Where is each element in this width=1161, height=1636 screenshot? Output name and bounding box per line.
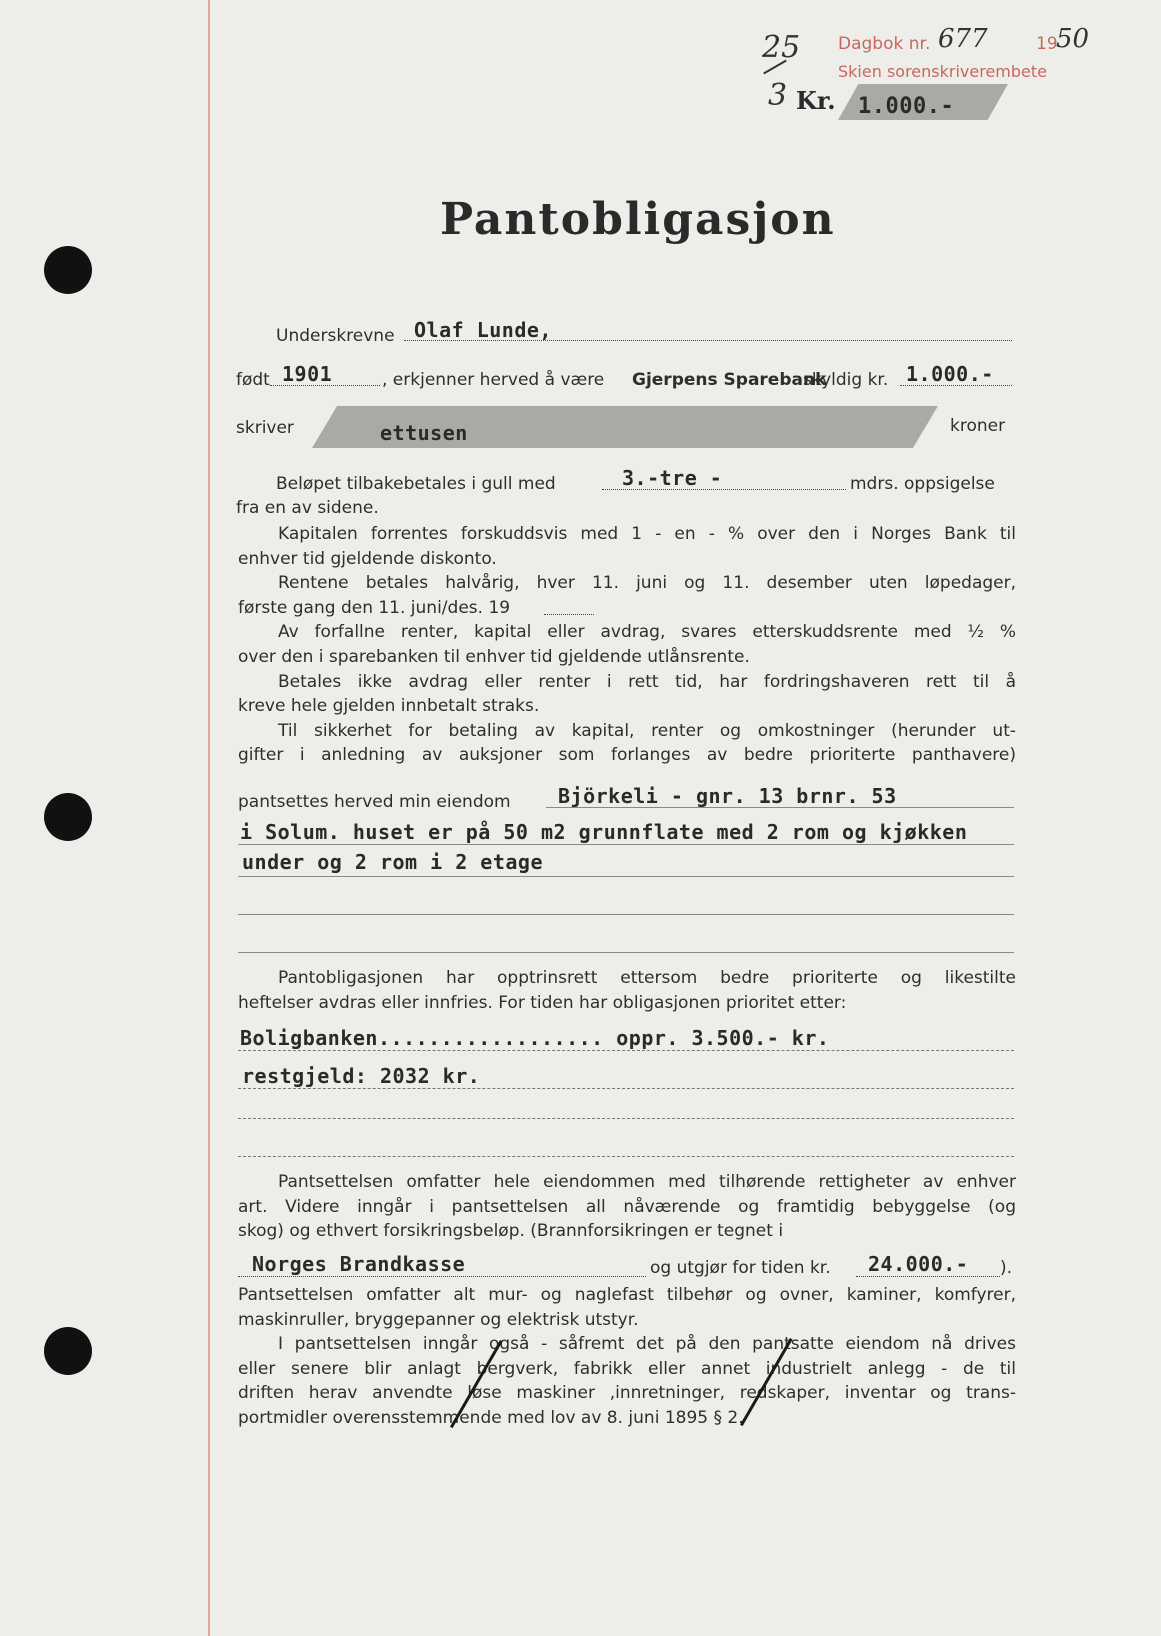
priority-rule1 xyxy=(238,1050,1014,1051)
payment-line1 xyxy=(238,571,1016,596)
property-rule3 xyxy=(238,876,1014,877)
overdue-line1-text: Av forfallne renter, kapital eller avdrag, svares etterskuddsrente med ½ % xyxy=(278,622,1016,643)
interest-line2: enhver tid gjeldende diskonto. xyxy=(238,548,497,569)
stamp-kr-label: Kr. xyxy=(796,86,836,115)
writes-label: skriver xyxy=(236,418,294,438)
punch-hole-bottom xyxy=(44,1327,92,1375)
born-label: født xyxy=(236,370,270,390)
security-line1 xyxy=(238,719,1016,744)
property-line2: i Solum. huset er på 50 m2 grunnflate med 2 rom og kjøkken xyxy=(240,820,968,844)
scope-line2: art. Videre inngår i pantsettelsen all nåværende og framtidig bebyggelse (og xyxy=(238,1196,1016,1217)
stamp-date-month: 3 xyxy=(768,78,788,113)
payment-year-dotline xyxy=(544,614,594,615)
punch-hole-top xyxy=(44,246,92,294)
insured-close-paren: ). xyxy=(1000,1258,1013,1278)
stamp-kr-amount: 1.000.- xyxy=(858,94,955,119)
industry-line3: driften herav anvendte løse maskiner ,innretninger, redskaper, inventar og trans- xyxy=(238,1383,1016,1404)
undersigned-dotline xyxy=(404,340,1012,341)
default-line1-text: Betales ikke avdrag eller renter i rett tid, har fordringshaveren rett til å xyxy=(278,671,1016,692)
interest-line1 xyxy=(238,522,1016,547)
stamp-dagbok-number: 677 xyxy=(938,24,988,54)
priority-entry1: Boligbanken.................. oppr. 3.500.- kr. xyxy=(240,1026,830,1050)
terms-block xyxy=(238,522,1016,768)
payment-line2: første gang den 11. juni/des. 19 xyxy=(238,597,511,618)
stamp-dagbok-label: Dagbok nr. xyxy=(838,34,931,54)
stamp-date-day: 25 xyxy=(762,30,801,65)
repay-line2: fra en av sidene. xyxy=(236,498,379,518)
scope-line1 xyxy=(238,1170,1016,1195)
industry-line4: portmidler overensstemmende med lov av 8. juni 1895 § 2. xyxy=(238,1407,744,1428)
fixtures-block xyxy=(238,1283,1016,1431)
undersigned-label: Underskrevne xyxy=(276,326,395,346)
owing-label: skyldig kr. xyxy=(803,370,889,390)
stamp-year-printed: 19 xyxy=(1036,34,1058,54)
property-line3: under og 2 rom i 2 etage xyxy=(242,850,543,874)
repay-months: 3.-tre - xyxy=(622,466,723,490)
insured-amount: 24.000.- xyxy=(868,1252,969,1276)
pledge-label: pantsettes herved min eiendom xyxy=(238,792,511,812)
priority-rule3 xyxy=(238,1118,1014,1119)
property-rule4 xyxy=(238,914,1014,915)
bank-name: Gjerpens Sparebank xyxy=(632,370,827,390)
repay-after: mdrs. oppsigelse xyxy=(850,474,995,494)
default-line1 xyxy=(238,670,1016,695)
overdue-line1 xyxy=(238,620,1016,645)
interest-line1-text: Kapitalen forrentes forskuddsvis med 1 - en - % over den i Norges Bank til xyxy=(278,524,1016,544)
security-line2: gifter i anledning av auksjoner som forlanges av bedre prioriterte panthavere) xyxy=(238,745,1016,766)
punch-hole-middle xyxy=(44,793,92,841)
repay-before: Beløpet tilbakebetales i gull med xyxy=(276,474,556,494)
stamp-year-hand: 50 xyxy=(1056,24,1090,54)
priority-rule2 xyxy=(238,1088,1014,1089)
red-margin-line xyxy=(208,0,210,1636)
priority-line1-text: Pantobligasjonen har opptrinsrett ettersom bedre prioriterte og likestilte xyxy=(278,968,1016,988)
overdue-line2: over den i sparebanken til enhver tid gjeldende utlånsrente. xyxy=(238,646,750,667)
security-line1-text: Til sikkerhet for betaling av kapital, renter og omkostninger (herunder ut- xyxy=(278,720,1016,741)
owing-dotline xyxy=(900,385,1012,386)
priority-line1 xyxy=(238,966,1016,991)
undersigned-name: Olaf Lunde, xyxy=(414,318,552,342)
priority-block xyxy=(238,966,1016,1015)
default-line2: kreve hele gjelden innbetalt straks. xyxy=(238,696,540,717)
industry-line2: eller senere blir anlagt bergverk, fabrikk eller annet industrielt anlegg - de til xyxy=(238,1358,1016,1379)
scope-line3: skog) og ethvert forsikringsbeløp. (Brannforsikringen er tegnet i xyxy=(238,1221,784,1242)
insurer-name: Norges Brandkasse xyxy=(252,1252,466,1276)
born-dotline xyxy=(270,385,380,386)
insured-label: og utgjør for tiden kr. xyxy=(650,1258,831,1278)
property-rule2 xyxy=(238,844,1014,845)
amount-words: ettusen xyxy=(380,421,468,445)
property-rule5 xyxy=(238,952,1014,953)
priority-line2: heftelser avdras eller innfries. For tiden har obligasjonen prioritet etter: xyxy=(238,992,847,1013)
priority-rule4 xyxy=(238,1156,1014,1157)
fixtures-line2: maskinruller, bryggepanner og elektrisk utstyr. xyxy=(238,1309,639,1330)
scope-block xyxy=(238,1170,1016,1244)
stamp-office: Skien sorenskriverembete xyxy=(838,62,1047,81)
priority-entry2: restgjeld: 2032 kr. xyxy=(242,1064,481,1088)
industry-line1-text: I pantsettelsen inngår også - såfremt det på den pantsatte eiendom nå drives xyxy=(278,1334,1016,1355)
document-title: Pantobligasjon xyxy=(440,194,836,245)
kroner-label: kroner xyxy=(950,416,1006,436)
insured-dotline xyxy=(856,1276,1000,1277)
born-year: 1901 xyxy=(282,362,333,386)
repay-dotline xyxy=(602,489,846,490)
insurer-dotline xyxy=(238,1276,646,1277)
owing-amount: 1.000.- xyxy=(906,362,994,386)
industry-line1 xyxy=(238,1332,1016,1357)
fixtures-line1: Pantsettelsen omfatter alt mur- og naglefast tilbehør og ovner, kaminer, komfyrer, xyxy=(238,1285,1016,1305)
acknowledge-text: , erkjenner herved å være xyxy=(382,370,605,390)
property-rule1 xyxy=(546,807,1014,808)
property-line1: Björkeli - gnr. 13 brnr. 53 xyxy=(558,784,897,808)
scope-line1-text: Pantsettelsen omfatter hele eiendommen med tilhørende rettigheter av enhver xyxy=(278,1172,1016,1192)
payment-line1-text: Rentene betales halvårig, hver 11. juni og 11. desember uten løpedager, xyxy=(278,573,1016,594)
